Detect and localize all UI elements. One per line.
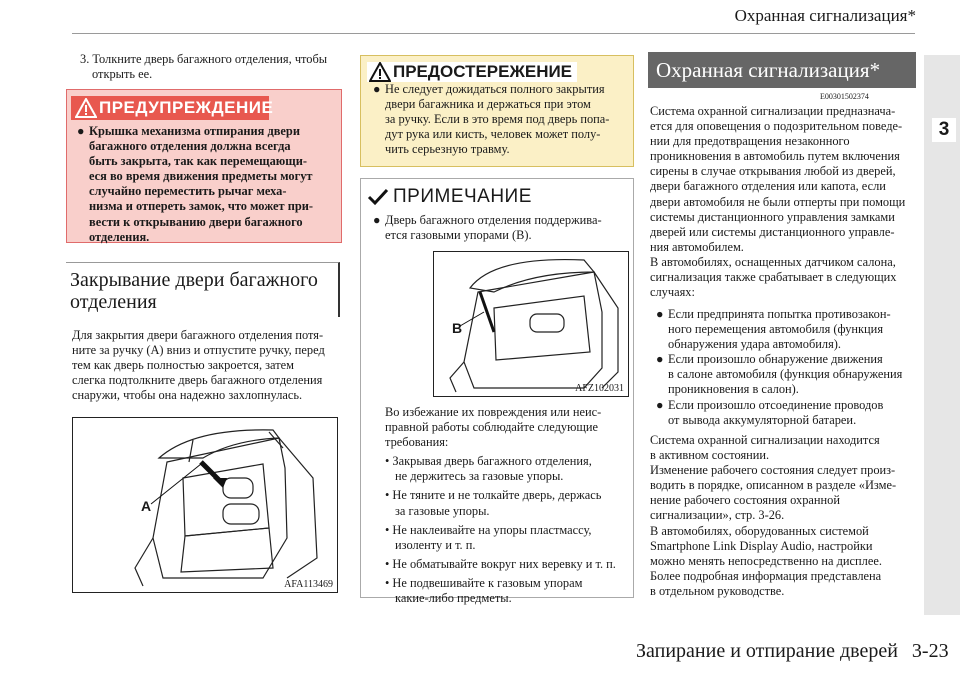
trunk-illustration [73,418,337,592]
para-line: ется для оповещения о подозрительном поведе- [650,119,903,134]
page-footer [636,640,949,663]
para-line: сигнализации», стр. 3-26. [650,508,785,523]
figure-gas-struts [433,251,629,397]
warning-line: случайно переместить рычаг меха- [89,184,287,199]
caution-header [367,62,577,82]
note-box [360,178,634,606]
para-line: сирены в случае открывания любой из дверей, [650,164,896,179]
para-line: можно менять непосредственно на дисплее. [650,553,882,568]
note-title: ПРИМЕЧАНИЕ [393,186,532,207]
para-line: дверей или системы дистанционного управле- [650,224,895,239]
closing-instructions [72,328,344,403]
warning-line: еся во время движения предметы могут [89,169,313,184]
section-title: Охранная сигнализация* [656,58,881,82]
list-item-line: за газовые упоры. [395,503,490,518]
alarm-state-text [650,433,918,599]
list-item-line: не держитесь за газовые упоры. [395,469,564,484]
caution-line: за ручку. Если в это время под дверь попа- [385,112,610,127]
page-number: 3-23 [911,640,949,662]
case-line: ● Если произошло обнаружение движения [668,352,918,367]
warning-line: отделения. [89,229,150,244]
body-line: снаружи, чтобы она надежно захлопнулась. [72,388,303,403]
warning-text [89,124,339,245]
list-item-line: • Не наклеивайте на упоры пластмассу, [385,522,592,537]
note-requirements [385,405,631,606]
para-line: Изменение рабочего состояния следует произ- [650,463,896,478]
section-code: E00301502374 [820,92,869,101]
figure-trunk-closing [72,417,338,593]
warning-line: ● Крышка механизма отпирания двери [89,124,339,139]
case-line: ного перемещения автомобиля (функция [668,322,884,337]
section-heading [66,262,340,317]
para-line: Система охранной сигнализации находится [650,433,880,447]
caution-title: ПРЕДОСТЕРЕЖЕНИЕ [393,62,573,81]
list-item-line: • Не тяните и не толкайте дверь, держась [385,488,602,503]
note-para-line: Во избежание их повреждения или неис- [385,405,602,419]
para-line: в активном состоянии. [650,448,770,463]
step-line: открыть ее. [92,67,153,82]
caution-box [360,55,634,167]
para-line: нение рабочего состояния охранной [650,493,840,508]
section-title-bar [648,52,916,88]
alarm-description [650,104,918,300]
para-line: Smartphone Link Display Audio, настройки [650,538,873,553]
warning-header [71,96,274,120]
body-line: ните за ручку (A) вниз и отпустите ручку, перед [72,343,325,358]
para-line: системы дистанционного управления замками [650,209,895,224]
list-item-line: • Не обматывайте вокруг них веревку и т. п. [385,556,616,571]
para-line: В автомобилях, оборудованных системой [650,523,869,538]
header-rule [72,33,915,34]
para-line: случаях: [650,285,695,300]
figure-code: AFA113469 [284,579,333,590]
list-item-line: какие-либо предметы. [395,591,512,606]
note-header [367,185,537,209]
step-3 [80,52,350,82]
caution-triangle-icon [369,62,391,82]
case-line: ● Если предпринята попытка противозакон- [668,307,918,322]
para-line: Система охранной сигнализации предназнача- [650,104,896,118]
footer-section: Запирание и отпирание дверей [636,640,898,662]
para-line: ния автомобилем. [650,239,744,254]
case-line: в салоне автомобиля (функция обнаружения [668,367,903,382]
para-line: двери багажного отделения или капота, если [650,179,886,194]
caution-line: двери багажника и держаться при этом [385,97,591,112]
para-line: в отдельном руководстве. [650,583,785,598]
warning-triangle-icon [75,98,97,118]
para-line: двери автомобиля не были отперты при помощи [650,194,906,209]
warning-box [66,89,342,243]
warning-line: быть закрыта, так как перемещающи- [89,154,307,169]
heading-line: Закрывание двери багажного [70,269,318,291]
note-para-line: правной работы соблюдайте следующие [385,420,598,435]
section-heading-text [70,269,318,313]
figure-label-b: B [452,320,463,336]
caution-line: ● Не следует дожидаться полного закрытия [385,82,631,97]
caution-line: чить серьезную травму. [385,142,510,157]
note-para-line: требования: [385,435,449,450]
pencil-check-icon [367,187,389,207]
para-line: Более подробная информация представлена [650,568,882,583]
note-line: ется газовыми упорами (B). [385,228,532,243]
heading-line: отделения [70,291,157,313]
body-line: Для закрытия двери багажного отделения потя- [72,328,324,342]
page-header-title: Охранная сигнализация* [734,6,916,25]
case-line: обнаружения удара автомобиля). [668,337,841,352]
caution-text [385,82,631,157]
warning-line: багажного отделения должна всегда [89,139,291,154]
note-intro [385,213,631,243]
step-line: 3. Толкните дверь багажного отделения, чтобы [80,52,328,66]
chapter-number: 3 [932,118,956,142]
list-item-line: • Закрывая дверь багажного отделения, [385,454,592,469]
figure-label-a: A [141,498,152,514]
case-line: от вывода аккумуляторной батареи. [668,412,857,427]
note-line: ● Дверь багажного отделения поддержива- [385,213,631,228]
warning-line: низма и отпереть замок, что может при- [89,199,313,214]
para-line: нии для предотвращения незаконного [650,134,850,149]
figure-code: AFZ102031 [575,383,624,394]
warning-title: ПРЕДУПРЕЖДЕНИЕ [99,98,274,117]
body-line: слегка подтолкните дверь багажного отделения [72,373,323,388]
case-line: ● Если произошло отсоединение проводов [668,398,918,413]
para-line: проникновения в автомобиль путем включения [650,149,900,164]
case-line: проникновения в салон). [668,382,799,397]
para-line: водить в порядке, описанном в разделе «Изме- [650,478,897,493]
caution-line: дут рука или кисть, человек может полу- [385,127,601,142]
list-item-line: изоленту и т. п. [395,537,476,552]
gas-strut-illustration [434,252,628,396]
list-item-line: • Не подвешивайте к газовым упорам [385,575,583,590]
alarm-cases-list [668,307,918,428]
para-line: сигнализация также срабатывает в следующих [650,270,897,285]
body-line: тем как дверь полностью закроется, затем [72,358,294,373]
para-line: В автомобилях, оснащенных датчиком салона, [650,254,896,269]
warning-line: вести к открыванию двери багажного [89,214,303,229]
